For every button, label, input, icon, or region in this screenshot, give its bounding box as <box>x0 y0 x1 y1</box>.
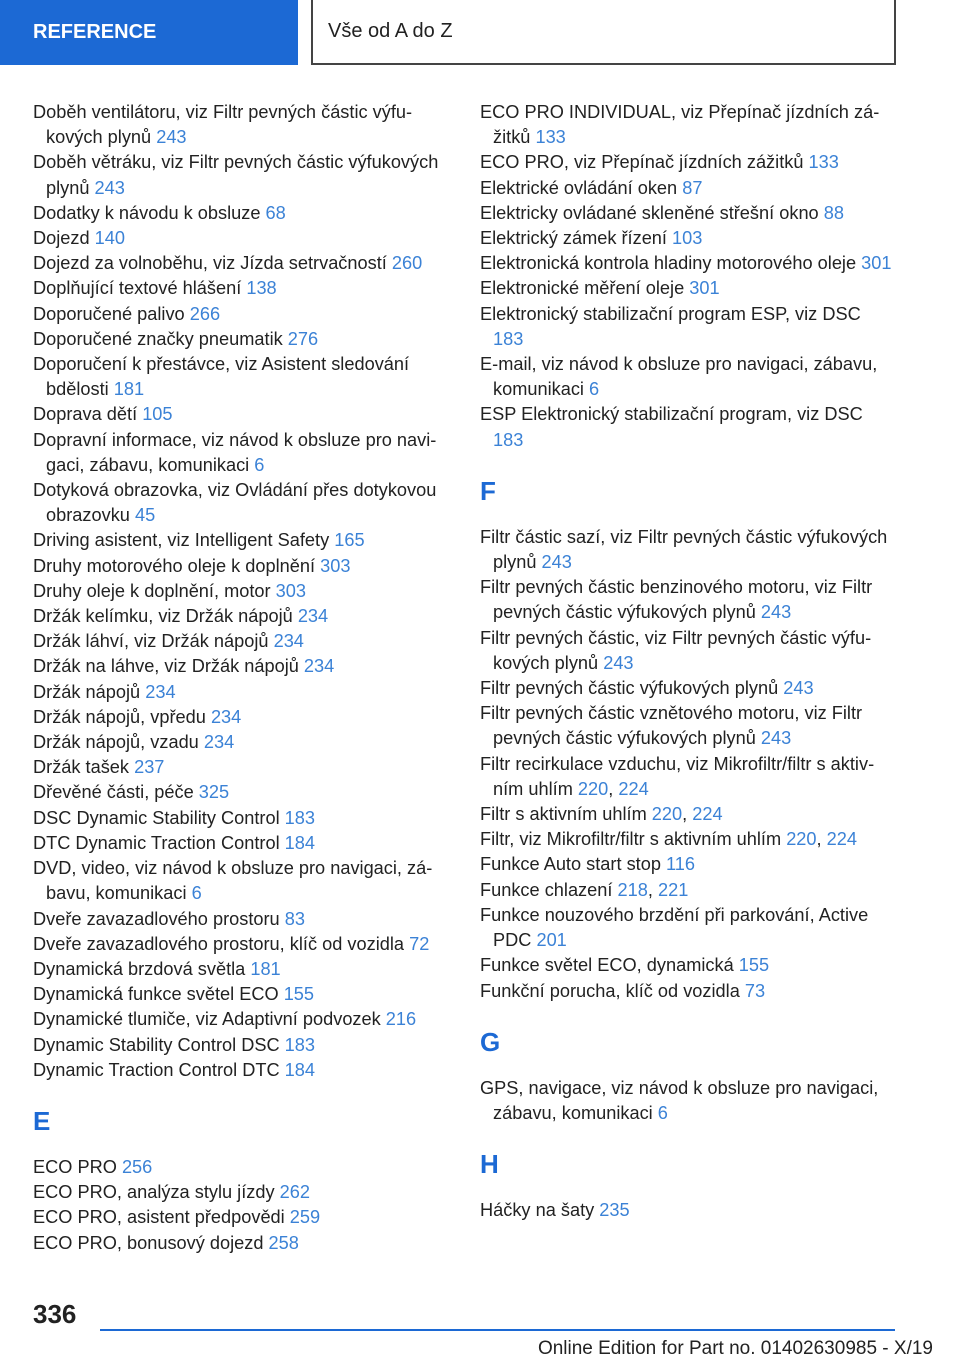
index-entry <box>480 676 895 701</box>
index-entry <box>480 201 895 226</box>
index-term: Filtr pevných částic výfukových plynů <box>480 678 784 699</box>
index-entry <box>33 856 453 906</box>
page-reference-link[interactable]: 234 <box>210 706 242 727</box>
chapter-title-box <box>311 0 896 65</box>
index-entry <box>480 575 895 625</box>
index-entry <box>480 701 895 751</box>
index-entry <box>33 327 453 352</box>
index-entry <box>480 276 895 301</box>
index-entry <box>33 302 453 327</box>
index-term: Dynamic Traction Control DTC <box>33 1059 285 1080</box>
page-reference-link[interactable]: 155 <box>283 984 315 1005</box>
index-term: Filtr s aktivním uhlím <box>480 804 652 825</box>
index-term: Filtr recirkulace vzduchu, viz Mikrofiltr/filtr s aktivním uhlím <box>480 753 875 799</box>
index-entry <box>33 629 453 654</box>
index-term: Funkce chlazení <box>480 879 618 900</box>
index-entry <box>33 1155 453 1180</box>
index-term: E-mail, viz návod k obsluze pro navigaci, zábavu, komunikaci <box>480 354 878 400</box>
page-reference-link[interactable]: 140 <box>94 228 126 249</box>
page-reference-link[interactable]: 224 <box>692 804 723 825</box>
index-entry <box>33 276 453 301</box>
index-term: Dotyková obrazovka, viz Ovládání přes dotykovou obrazovku <box>33 480 437 526</box>
page-reference-link[interactable]: 303 <box>320 555 351 576</box>
index-entry <box>33 654 453 679</box>
index-term: Držák nápojů, vpředu <box>33 706 211 727</box>
index-term: Elektrický zámek řízení <box>480 228 673 249</box>
index-column-left <box>33 100 453 1256</box>
page-separator: , <box>608 778 619 799</box>
page-separator: , <box>682 804 693 825</box>
page-reference-link[interactable]: 220 <box>651 804 683 825</box>
index-term: Driving asistent, viz Intelligent Safety <box>33 530 335 551</box>
page-reference-link[interactable]: 258 <box>268 1232 299 1253</box>
index-entry <box>480 1198 895 1223</box>
index-term: ECO PRO, bonusový dojezd <box>33 1232 269 1253</box>
page-reference-link[interactable]: 138 <box>246 278 277 299</box>
index-term: Doplňující textové hlášení <box>33 278 247 299</box>
index-term: Dopravní informace, viz návod k obsluze pro navigaci, zábavu, komunikaci <box>33 429 437 475</box>
page-reference-link[interactable]: 218 <box>617 879 648 900</box>
index-entry <box>480 979 895 1004</box>
index-entry <box>480 878 895 903</box>
index-term: Doporučení k přestávce, viz Asistent sledování bdělosti <box>33 354 410 400</box>
page-reference-link[interactable]: 234 <box>297 606 329 627</box>
index-term: ECO PRO <box>33 1156 122 1177</box>
index-entry <box>480 827 895 852</box>
index-entry <box>480 150 895 175</box>
index-term: DTC Dynamic Traction Control <box>33 832 285 853</box>
page-reference-link[interactable]: 260 <box>391 253 423 274</box>
index-term: Doběh ventilátoru, viz Filtr pevných částic výfukových plynů <box>33 102 413 148</box>
index-term: ECO PRO, analýza stylu jízdy <box>33 1182 280 1203</box>
index-term: Dynamické tlumiče, viz Adaptivní podvozek <box>33 1009 386 1030</box>
page-reference-link[interactable]: 68 <box>265 202 286 223</box>
page-reference-link[interactable]: 181 <box>113 379 145 400</box>
page-reference-link[interactable]: 243 <box>760 728 792 749</box>
page-reference-link[interactable]: 6 <box>589 379 600 400</box>
index-term: Držák láhví, viz Držák nápojů <box>33 631 274 652</box>
index-letter-heading: E <box>33 1105 51 1136</box>
index-term: Doporučené palivo <box>33 303 190 324</box>
index-entry <box>33 780 453 805</box>
page-reference-link[interactable]: 133 <box>535 127 566 148</box>
index-letter-heading: G <box>480 1026 501 1057</box>
page-reference-link[interactable]: 87 <box>682 177 703 198</box>
page-reference-link[interactable]: 183 <box>284 807 316 828</box>
page-reference-link[interactable]: 243 <box>94 177 125 198</box>
page-reference-link[interactable]: 243 <box>541 552 572 573</box>
index-entry <box>33 604 453 629</box>
index-term: Doběh větráku, viz Filtr pevných částic výfukových plynů <box>33 152 439 198</box>
index-term: Filtr, viz Mikrofiltr/filtr s aktivním uhlím <box>480 829 787 850</box>
index-term: Elektricky ovládané skleněné střešní okno <box>480 202 824 223</box>
index-entry <box>33 402 453 427</box>
index-term: Filtr pevných částic benzinového motoru, viz Filtr pevných částic výfukových plynů <box>480 577 873 623</box>
page-reference-link[interactable]: 234 <box>273 631 304 652</box>
page-reference-link[interactable]: 165 <box>334 530 365 551</box>
section-tab <box>0 0 298 65</box>
page-reference-link[interactable]: 183 <box>493 429 524 450</box>
index-term: Elektronická kontrola hladiny motorového oleje <box>480 253 862 274</box>
page-reference-link[interactable]: 6 <box>657 1102 668 1123</box>
index-entry <box>33 1007 453 1032</box>
index-entry <box>33 1231 453 1256</box>
index-term: Doporučené značky pneumatik <box>33 328 288 349</box>
index-term: Držák na láhve, viz Držák nápojů <box>33 656 304 677</box>
index-entry <box>33 831 453 856</box>
index-entry <box>33 226 453 251</box>
page-reference-link[interactable]: 103 <box>672 228 703 249</box>
chapter-title: Vše od A do Z <box>328 20 453 42</box>
index-term: Druhy motorového oleje k doplnění <box>33 555 321 576</box>
index-entry <box>480 802 895 827</box>
footer-divider <box>100 1329 895 1331</box>
page-reference-link[interactable]: 220 <box>786 829 817 850</box>
page-reference-link[interactable]: 234 <box>145 681 176 702</box>
index-term: Držák nápojů <box>33 681 146 702</box>
index-term: Filtr pevných částic, viz Filtr pevných částic výfukových plynů <box>480 627 872 673</box>
footer-edition: Online Edition for Part no. 01402630985 - X/19 <box>537 1338 933 1359</box>
page-reference-link[interactable]: 262 <box>279 1182 310 1203</box>
page-reference-link[interactable]: 243 <box>760 602 792 623</box>
page-reference-link[interactable]: 220 <box>577 778 609 799</box>
page-reference-link[interactable]: 221 <box>657 879 689 900</box>
index-entry <box>33 1205 453 1230</box>
index-term: Dveře zavazadlového prostoru, klíč od vozidla <box>33 933 410 954</box>
index-entry <box>480 953 895 978</box>
index-entry <box>480 852 895 877</box>
page-reference-link[interactable]: 237 <box>134 757 165 778</box>
index-term: Dynamická funkce světel ECO <box>33 984 284 1005</box>
index-entry <box>33 1058 453 1083</box>
page-reference-link[interactable]: 234 <box>303 656 335 677</box>
page-reference-link[interactable]: 224 <box>826 829 858 850</box>
page-reference-link[interactable]: 6 <box>254 454 265 475</box>
page-reference-link[interactable]: 216 <box>385 1009 417 1030</box>
index-entry <box>33 907 453 932</box>
index-term: Držák tašek <box>33 757 135 778</box>
index-term: Funkce nouzového brzdění při parkování, Active PDC <box>480 904 869 951</box>
index-term: Funkce Auto start stop <box>480 854 667 875</box>
index-term: Dveře zavazadlového prostoru <box>33 908 285 929</box>
index-term: Funkční porucha, klíč od vozidla <box>480 980 745 1001</box>
index-term: DSC Dynamic Stability Control <box>33 807 285 828</box>
index-term: Dodatky k návodu k obsluze <box>33 202 266 223</box>
page-reference-link[interactable]: 235 <box>599 1200 630 1221</box>
index-entry <box>33 730 453 755</box>
index-entry <box>33 554 453 579</box>
page-reference-link[interactable]: 105 <box>142 404 173 425</box>
index-entry <box>33 352 453 402</box>
index-term: DVD, video, viz návod k obsluze pro navigaci, zábavu, komunikaci <box>33 858 433 904</box>
page-reference-link[interactable]: 276 <box>287 328 319 349</box>
index-term: ECO PRO, asistent předpovědi <box>33 1207 290 1228</box>
index-term: Elektronický stabilizační program ESP, viz DSC <box>480 303 861 324</box>
index-term: Druhy oleje k doplnění, motor <box>33 580 276 601</box>
index-column-right <box>480 100 895 1223</box>
index-entry <box>480 1076 895 1126</box>
index-entry <box>33 201 453 226</box>
index-entry <box>33 1033 453 1058</box>
index-entry <box>33 755 453 780</box>
index-entry <box>33 100 453 150</box>
index-term: Dřevěné části, péče <box>33 782 199 803</box>
index-term: Funkce světel ECO, dynamická <box>480 955 739 976</box>
index-entry <box>33 705 453 730</box>
index-entry <box>480 525 895 575</box>
index-entry <box>33 982 453 1007</box>
page-reference-link[interactable]: 301 <box>861 253 892 274</box>
index-entry <box>33 478 453 528</box>
index-term: Dynamic Stability Control DSC <box>33 1034 285 1055</box>
index-entry <box>33 579 453 604</box>
page-reference-link[interactable]: 243 <box>156 127 187 148</box>
page-reference-link[interactable]: 234 <box>203 732 235 753</box>
page-number: 336 <box>33 1299 77 1329</box>
index-entry <box>33 932 453 957</box>
index-entry <box>33 680 453 705</box>
page-separator: , <box>647 879 658 900</box>
page-reference-link[interactable]: 224 <box>618 778 649 799</box>
page-reference-link[interactable]: 256 <box>121 1156 153 1177</box>
section-label: REFERENCE <box>33 21 157 43</box>
page-reference-link[interactable]: 184 <box>284 832 316 853</box>
index-entry <box>480 176 895 201</box>
index-entry <box>480 302 895 352</box>
page-reference-link[interactable]: 184 <box>284 1059 316 1080</box>
page-reference-link[interactable]: 183 <box>493 328 524 349</box>
index-term: Filtr pevných částic vznětového motoru, viz Filtr pevných částic výfukových plynů <box>480 703 863 749</box>
index-entry <box>480 352 895 402</box>
index-entry <box>33 428 453 478</box>
index-entry <box>480 402 895 452</box>
page-reference-link[interactable]: 116 <box>666 854 696 875</box>
index-term: ESP Elektronický stabilizační program, viz DSC <box>480 404 863 425</box>
page-reference-link[interactable]: 72 <box>409 933 430 954</box>
index-entry <box>33 806 453 831</box>
page-reference-link[interactable]: 181 <box>250 958 281 979</box>
index-entry <box>33 528 453 553</box>
page-reference-link[interactable]: 266 <box>189 303 221 324</box>
page-reference-link[interactable]: 301 <box>689 278 720 299</box>
page-separator: , <box>816 829 827 850</box>
page-reference-link[interactable]: 88 <box>823 202 844 223</box>
index-entry <box>33 957 453 982</box>
page-reference-link[interactable]: 325 <box>198 782 230 803</box>
page-reference-link[interactable]: 155 <box>738 955 770 976</box>
index-term: Dojezd <box>33 228 95 249</box>
page-reference-link[interactable]: 6 <box>191 883 202 904</box>
index-letter-heading: H <box>480 1149 499 1180</box>
page-reference-link[interactable]: 303 <box>275 580 306 601</box>
index-term: Háčky na šaty <box>480 1200 600 1221</box>
index-entry <box>33 251 453 276</box>
page-reference-link[interactable]: 45 <box>134 505 156 526</box>
index-entry <box>33 1180 453 1205</box>
page-reference-link[interactable]: 133 <box>808 152 839 173</box>
index-entry <box>33 150 453 200</box>
page-reference-link[interactable]: 259 <box>289 1207 321 1228</box>
index-term: Držák nápojů, vzadu <box>33 732 204 753</box>
index-term: Elektrické ovládání oken <box>480 177 683 198</box>
index-term: Elektronické měření oleje <box>480 278 690 299</box>
index-entry <box>480 752 895 802</box>
page-reference-link[interactable]: 183 <box>284 1034 316 1055</box>
index-term: Filtr částic sazí, viz Filtr pevných částic výfukových plynů <box>480 526 888 573</box>
index-entry <box>480 251 895 276</box>
index-entry <box>480 903 895 953</box>
index-entry <box>480 626 895 676</box>
page-reference-link[interactable]: 73 <box>744 980 766 1001</box>
index-term: Doprava dětí <box>33 404 143 425</box>
page-reference-link[interactable]: 201 <box>536 930 567 951</box>
page-reference-link[interactable]: 83 <box>284 908 305 929</box>
index-entry <box>480 100 895 150</box>
index-term: Dojezd za volnoběhu, viz Jízda setrvačností <box>33 253 392 274</box>
index-letter-heading: F <box>480 475 496 506</box>
index-term: GPS, navigace, viz návod k obsluze pro navigaci, zábavu, komunikaci <box>480 1077 879 1123</box>
index-term: ECO PRO, viz Přepínač jízdních zážitků <box>480 152 809 173</box>
index-entry <box>480 226 895 251</box>
index-term: Držák kelímku, viz Držák nápojů <box>33 606 298 627</box>
index-term: Dynamická brzdová světla <box>33 958 251 979</box>
page-reference-link[interactable]: 243 <box>783 678 814 699</box>
page-reference-link[interactable]: 243 <box>603 652 634 673</box>
index-term: ECO PRO INDIVIDUAL, viz Přepínač jízdních zážitků <box>480 102 880 148</box>
